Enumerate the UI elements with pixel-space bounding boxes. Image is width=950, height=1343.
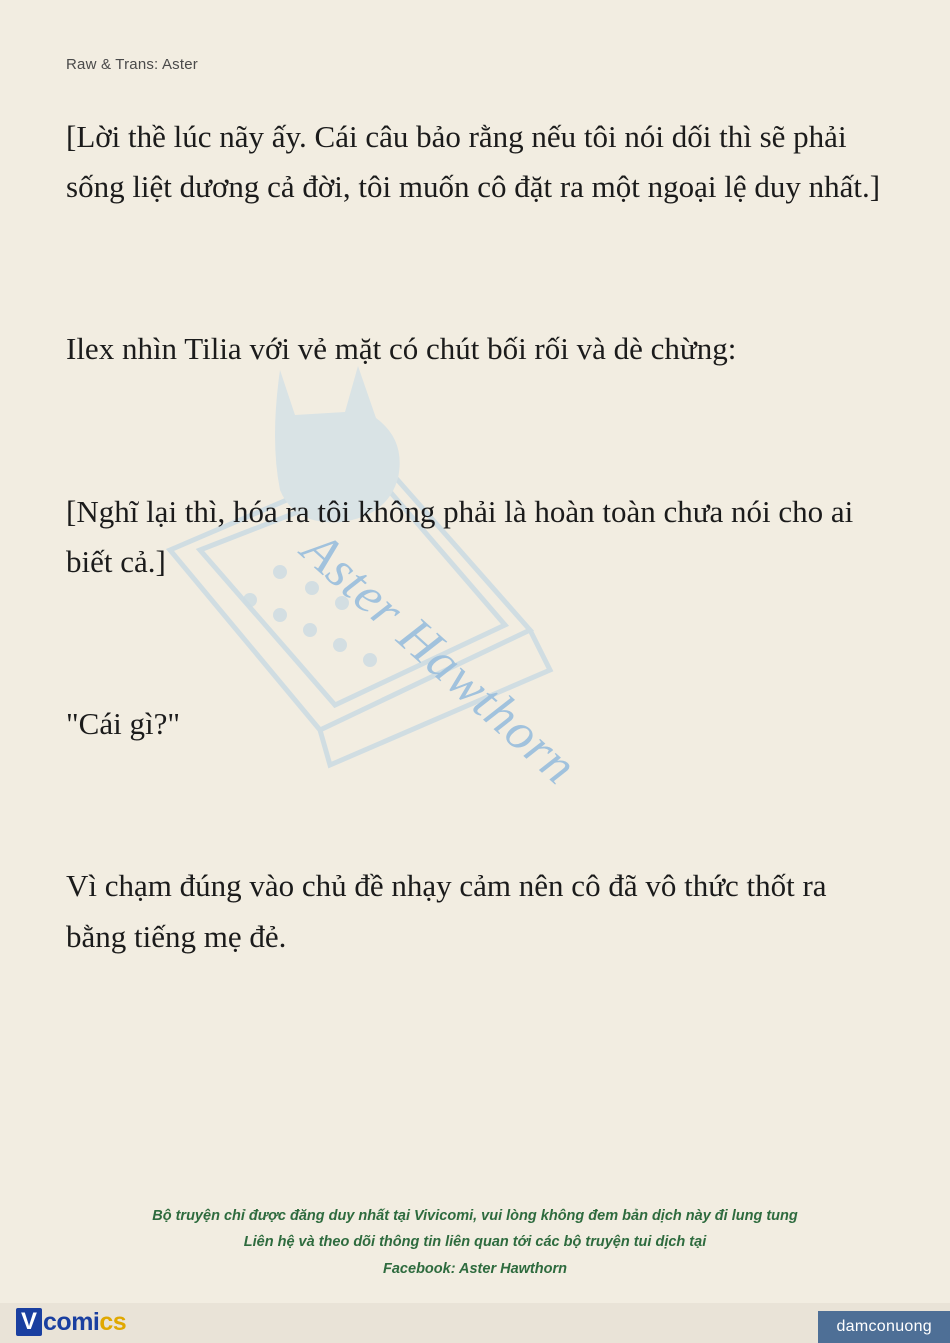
paragraph: [Lời thề lúc nãy ấy. Cái câu bảo rằng nếu tôi nói dối thì sẽ phải sống liệt dương cả đời, tôi muốn cô đặt ra một ngoại lệ duy nhất.] [66, 119, 881, 205]
paragraph: Vì chạm đúng vào chủ đề nhạy cảm nên cô đã vô thức thốt ra bằng tiếng mẹ đẻ. [66, 868, 827, 954]
translation-credit: Raw & Trans: Aster [66, 56, 198, 73]
site-logo[interactable] [16, 1305, 126, 1339]
watermark-text: Aster Hawthorn [291, 520, 588, 796]
paragraph: "Cái gì?" [66, 706, 180, 742]
footer-note-line: Facebook: Aster Hawthorn [383, 1261, 567, 1278]
footer-note-line: Bộ truyện chỉ được đăng duy nhất tại Vivicomi, vui lòng không đem bản dịch này đi lung tung [152, 1207, 798, 1224]
paragraph: [Nghĩ lại thì, hóa ra tôi không phải là hoàn toàn chưa nói cho ai biết cả.] [66, 493, 854, 579]
logo-word-part-1: comi [43, 1307, 100, 1336]
logo-word-part-2: cs [99, 1307, 127, 1336]
chapter-body [66, 112, 892, 962]
bottom-bar [0, 1303, 950, 1343]
logo-wordmark [43, 1308, 126, 1337]
paragraph: Ilex nhìn Tilia với vẻ mặt có chút bối rối và dè chừng: [66, 331, 737, 367]
footer-note-line: Liên hệ và theo dõi thông tin liên quan tới các bộ truyện tui dịch tại [243, 1234, 707, 1251]
footer-notice [0, 1203, 950, 1283]
logo-badge: V [16, 1308, 42, 1336]
uploader-tag: damconuong [818, 1311, 950, 1343]
